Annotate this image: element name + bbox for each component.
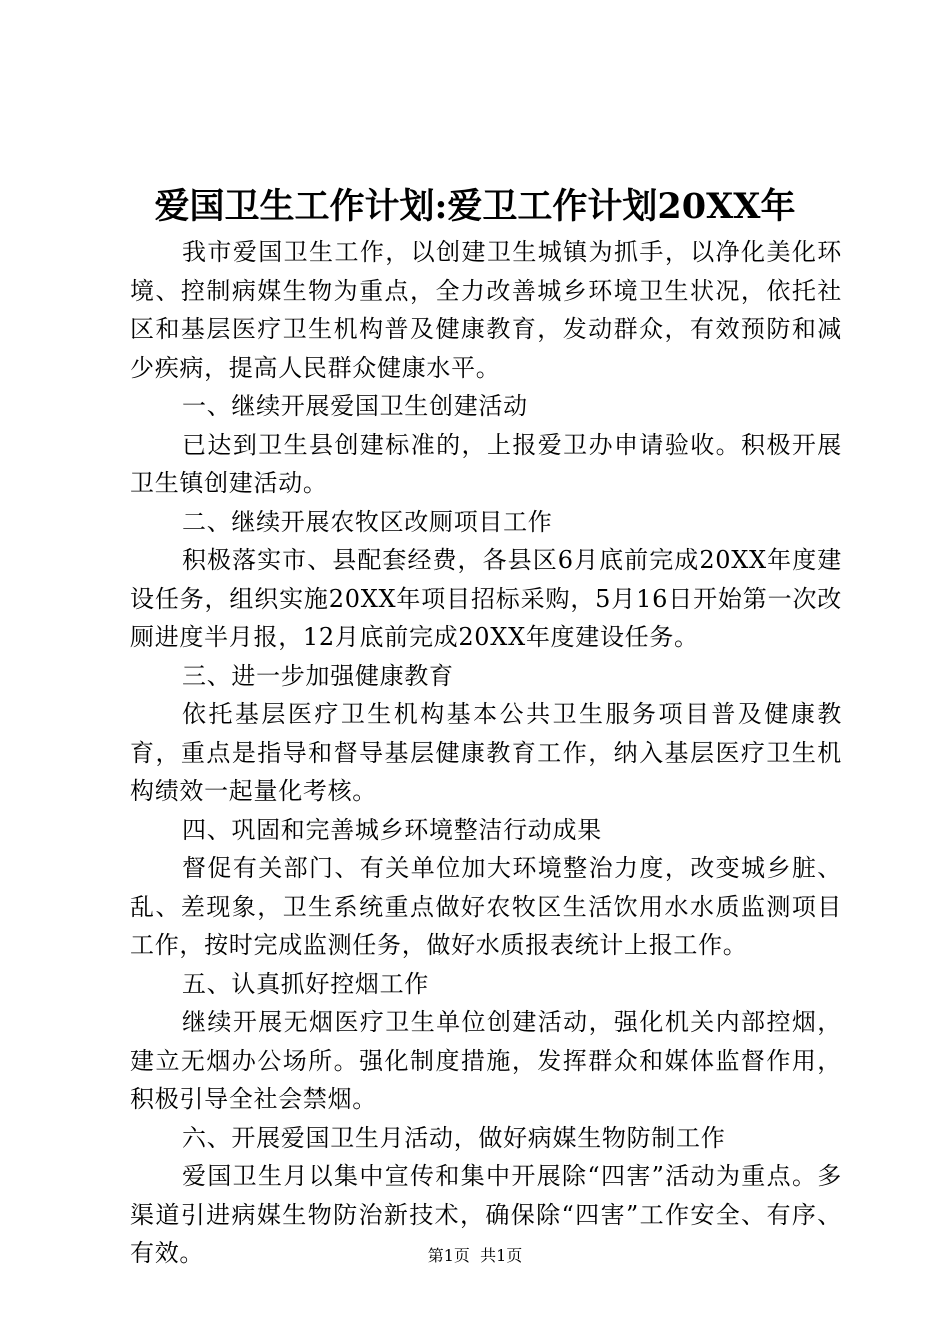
- section-paragraph: 继续开展无烟医疗卫生单位创建活动，强化机关内部控烟，建立无烟办公场所。强化制度措施，发挥群众和媒体监督作用，积极引导全社会禁烟。: [130, 1008, 842, 1113]
- document-title: 爱国卫生工作计划:爱卫工作计划20XX年: [154, 186, 796, 227]
- page-footer: 第1页 共1页: [427, 1246, 523, 1265]
- section-heading: 三、进一步加强健康教育: [182, 661, 454, 690]
- section-heading: 一、继续开展爱国卫生创建活动: [182, 392, 528, 420]
- intro-paragraph: 我市爱国卫生工作，以创建卫生城镇为抓手，以净化美化环境、控制病媒生物为重点，全力改善城乡环境卫生状况，依托社区和基层医疗卫生机构普及健康教育，发动群众，有效预防和减少疾病，提高人民群众健康水平。: [130, 238, 842, 382]
- section-heading: 六、开展爱国卫生月活动，做好病媒生物防制工作: [182, 1123, 726, 1152]
- section-paragraph: 积极落实市、县配套经费，各县区6月底前完成20XX年度建设任务，组织实施20XX年项目招标采购，5月16日开始第一次改厕进度半月报，12月底前完成20XX年度建设任务。: [130, 546, 842, 651]
- section-paragraph: 已达到卫生县创建标准的，上报爱卫办申请验收。积极开展卫生镇创建活动。: [130, 430, 842, 497]
- section-heading: 四、巩固和完善城乡环境整洁行动成果: [182, 815, 602, 844]
- document-body: [130, 233, 842, 1273]
- section-heading: 五、认真抓好控烟工作: [182, 969, 429, 998]
- section-paragraph: 爱国卫生月以集中宣传和集中开展除“四害”活动为重点。多渠道引进病媒生物防治新技术，确保除“四害”工作安全、有序、有效。: [130, 1162, 842, 1267]
- section-paragraph: 督促有关部门、有关单位加大环境整治力度，改变城乡脏、乱、差现象，卫生系统重点做好农牧区生活饮用水水质监测项目工作，按时完成监测任务，做好水质报表统计上报工作。: [130, 854, 842, 959]
- section-paragraph: 依托基层医疗卫生机构基本公共卫生服务项目普及健康教育，重点是指导和督导基层健康教育工作，纳入基层医疗卫生机构绩效一起量化考核。: [130, 700, 842, 805]
- section-heading: 二、继续开展农牧区改厕项目工作: [182, 507, 553, 536]
